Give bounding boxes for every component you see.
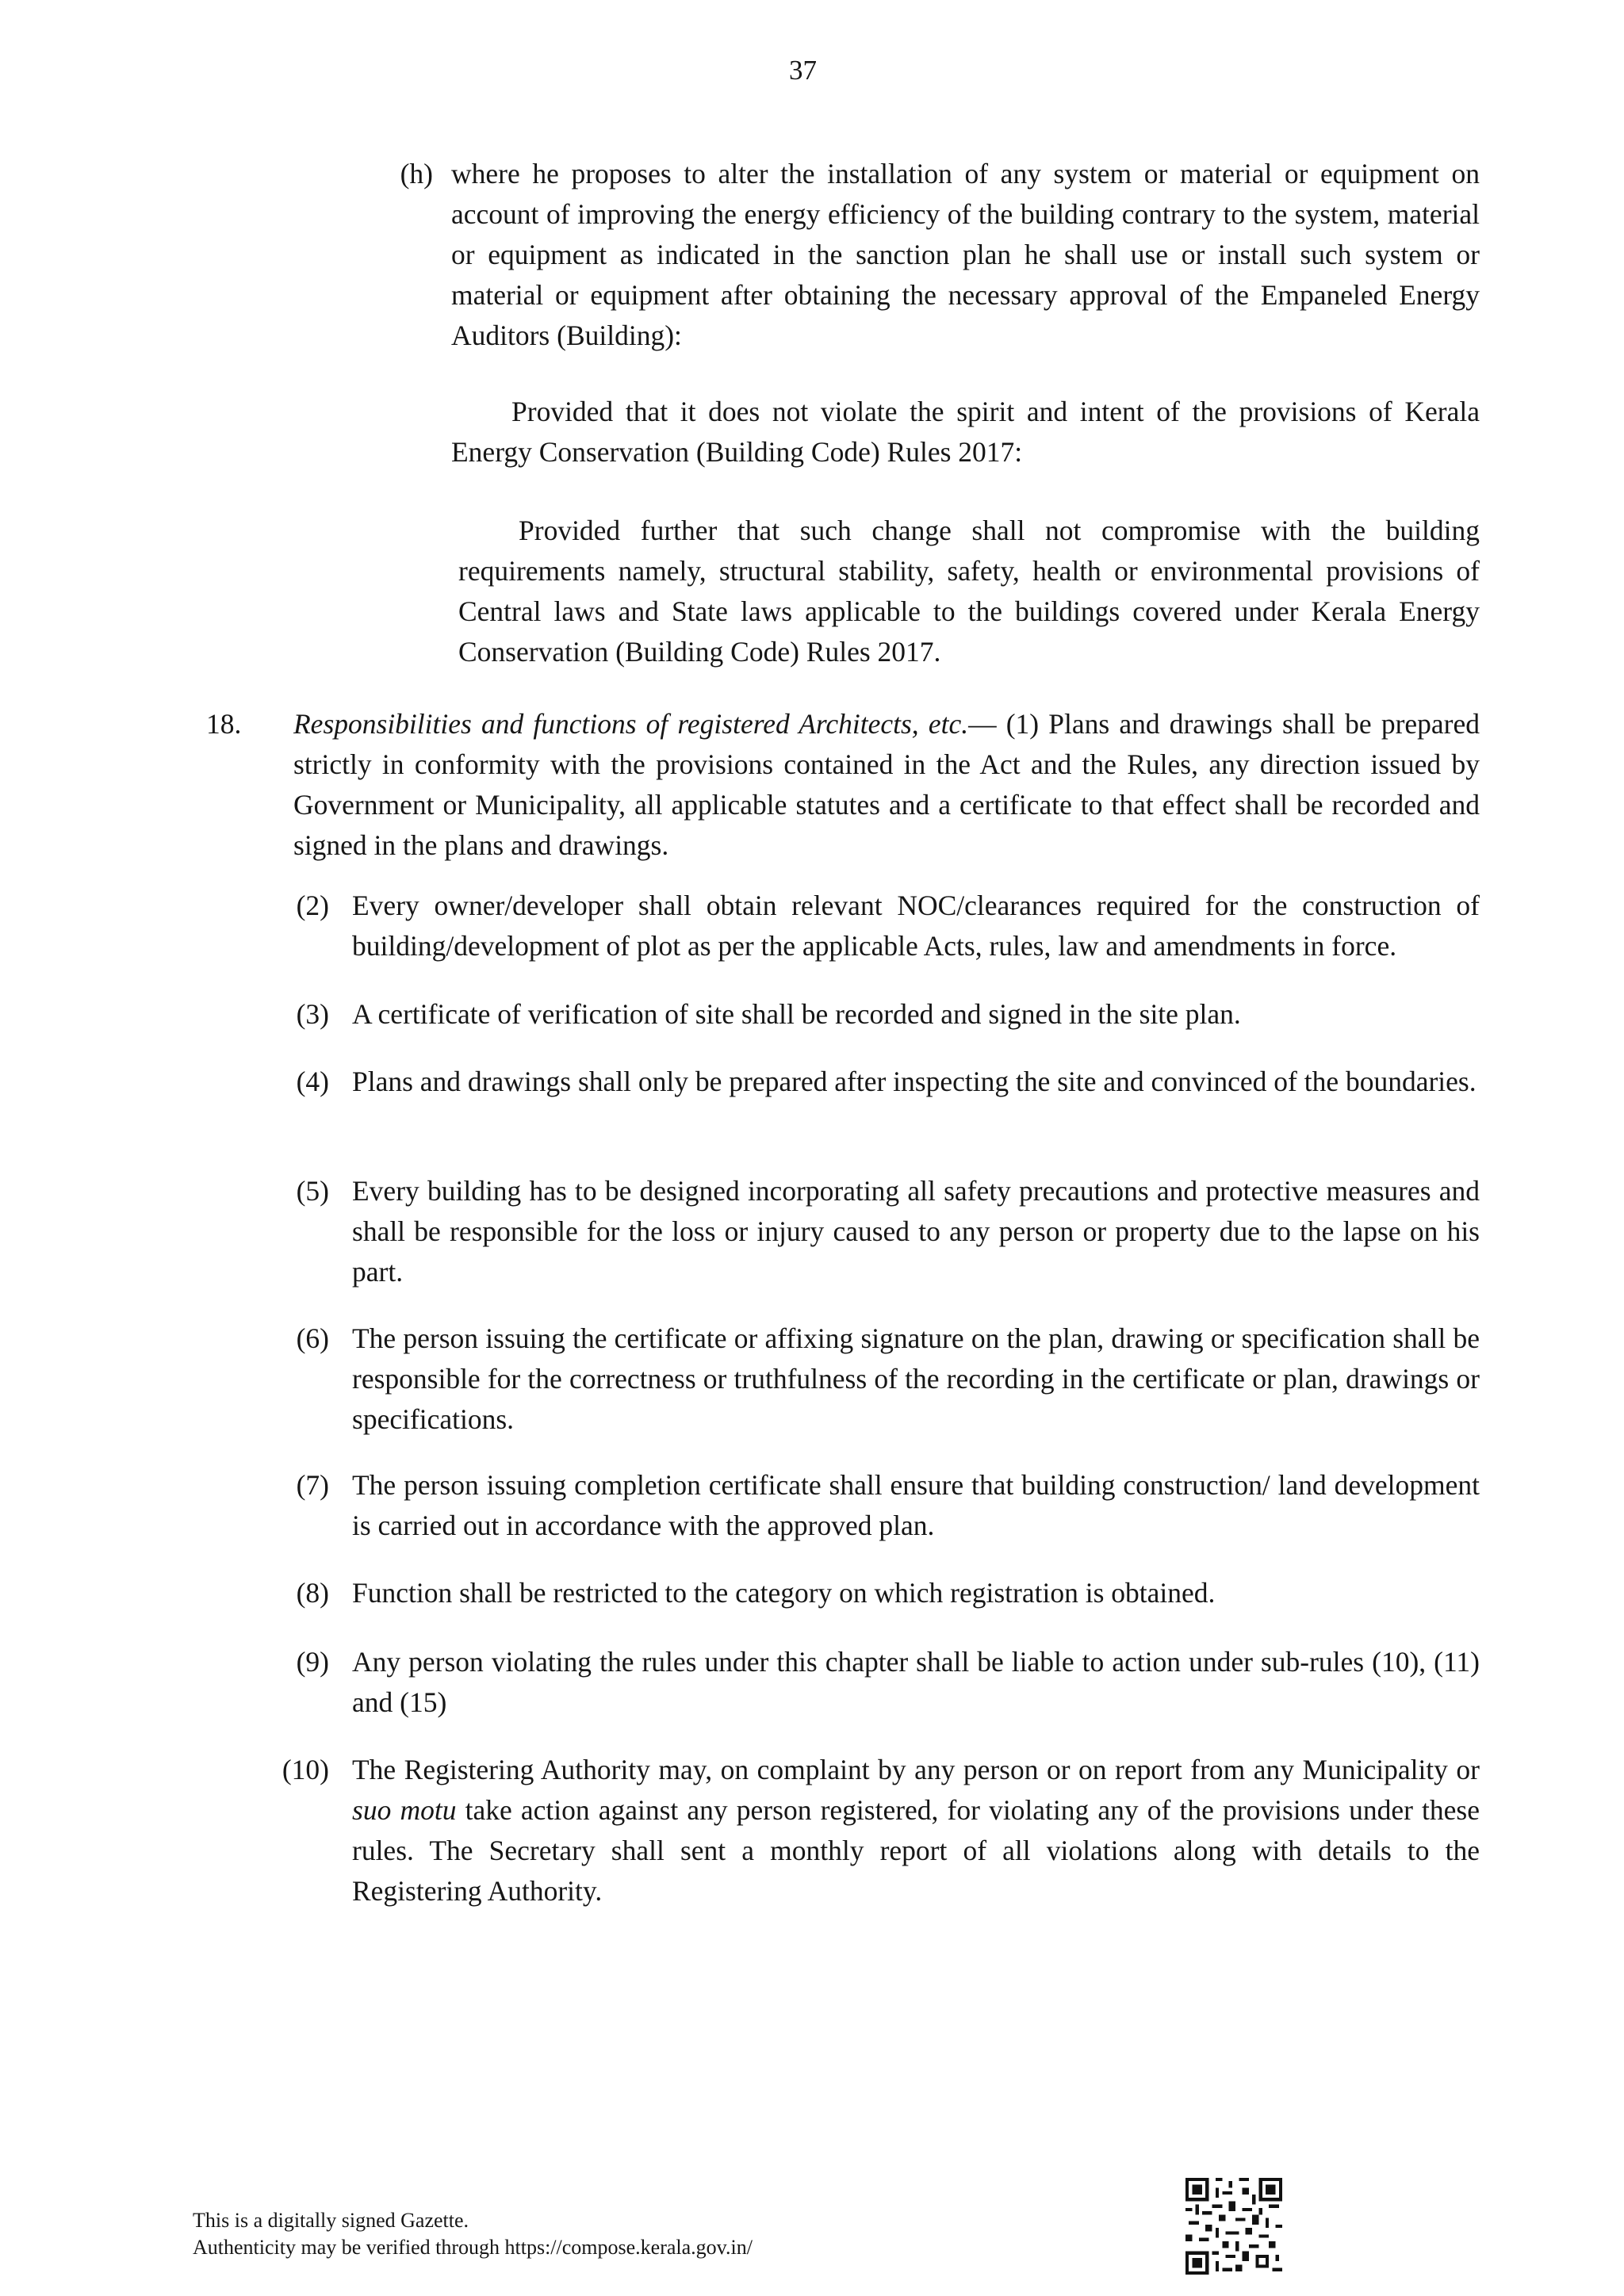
- subrule-10-text-a: The Registering Authority may, on complaint by any person or on report from any Municipality or: [352, 1754, 1480, 1785]
- section-18-text: (1) Plans and drawings shall be prepared strictly in conformity with the provisions contained in the Act and the Rules, any direction issued by Government or Municipality, all applicable statutes and a certificate to that effect shall be recorded and signed in the plans and drawings.: [293, 708, 1480, 861]
- subrule-text: The person issuing the certificate or affixing signature on the plan, drawing or specification shall be responsible for the correctness or truthfulness of the recording in the certificate or plan, drawings or specifications.: [352, 1322, 1480, 1435]
- proviso-2: Provided further that such change shall not compromise with the building requirements namely, structural stability, safety, health or environmental provisions of Central laws and State laws applicable to the buildings covered under Kerala Energy Conservation (Building Code) Rules 2017.: [458, 515, 1480, 668]
- section-18-intro: [293, 704, 1480, 866]
- subrule-label: (3): [296, 998, 329, 1030]
- subrule-text: Any person violating the rules under this chapter shall be liable to action under sub-rules (10), (11) and (15): [352, 1646, 1480, 1718]
- subrule-text: The person issuing completion certificate shall ensure that building construction/ land development is carried out in accordance with the approved plan.: [352, 1469, 1480, 1541]
- subrule-text: Plans and drawings shall only be prepared after inspecting the site and convinced of the boundaries.: [352, 1066, 1477, 1097]
- subrule-label: (8): [296, 1577, 329, 1609]
- section-heading: Responsibilities and functions of registered Architects, etc.: [293, 708, 969, 740]
- subrule-label: (9): [296, 1646, 329, 1678]
- subrule-text: Every owner/developer shall obtain relevant NOC/clearances required for the construction of building/development of plot as per the applicable Acts, rules, law and amendments in force.: [352, 890, 1480, 962]
- subrule-label: (5): [296, 1175, 329, 1207]
- subrule-10-label: (10): [282, 1754, 329, 1785]
- subrule-label: (6): [296, 1322, 329, 1354]
- footer: [193, 2207, 753, 2261]
- subrule-text: Every building has to be designed incorporating all safety precautions and protective measures and shall be responsible for the loss or injury caused to any person or property due to the lapse on his part.: [352, 1175, 1480, 1288]
- suo-motu: suo motu: [352, 1794, 457, 1826]
- item-h-text: where he proposes to alter the installation of any system or material or equipment on account of improving the energy efficiency of the building contrary to the system, material or equipment as indicated in the sanction plan he shall use or install such system or material or equipment after obtaining the necessary approval of the Empaneled Energy Auditors (Building):: [451, 158, 1480, 351]
- subrule-text: Function shall be restricted to the category on which registration is obtained.: [352, 1577, 1216, 1609]
- section-dash: —: [968, 708, 997, 740]
- subrule-label: (2): [296, 890, 329, 921]
- section-number: 18.: [206, 708, 242, 740]
- proviso-1: Provided that it does not violate the spirit and intent of the provisions of Kerala Energy Conservation (Building Code) Rules 2017:: [451, 396, 1480, 468]
- item-h-label: (h): [400, 158, 433, 189]
- subrule-10-text-b: take action against any person registered, for violating any of the provisions under these rules. The Secretary shall sent a monthly report of all violations along with details to the Registering Authority.: [352, 1794, 1480, 1907]
- qr-code-icon: [1185, 2178, 1282, 2275]
- subrule-label: (4): [296, 1066, 329, 1097]
- subrule-label: (7): [296, 1469, 329, 1501]
- subrule-text: A certificate of verification of site shall be recorded and signed in the site plan.: [352, 998, 1241, 1030]
- footer-line-1: This is a digitally signed Gazette.: [193, 2209, 469, 2232]
- page-number: 37: [789, 55, 817, 86]
- footer-line-2: Authenticity may be verified through https://compose.kerala.gov.in/: [193, 2236, 753, 2259]
- subrule-10-text: [352, 1750, 1480, 1911]
